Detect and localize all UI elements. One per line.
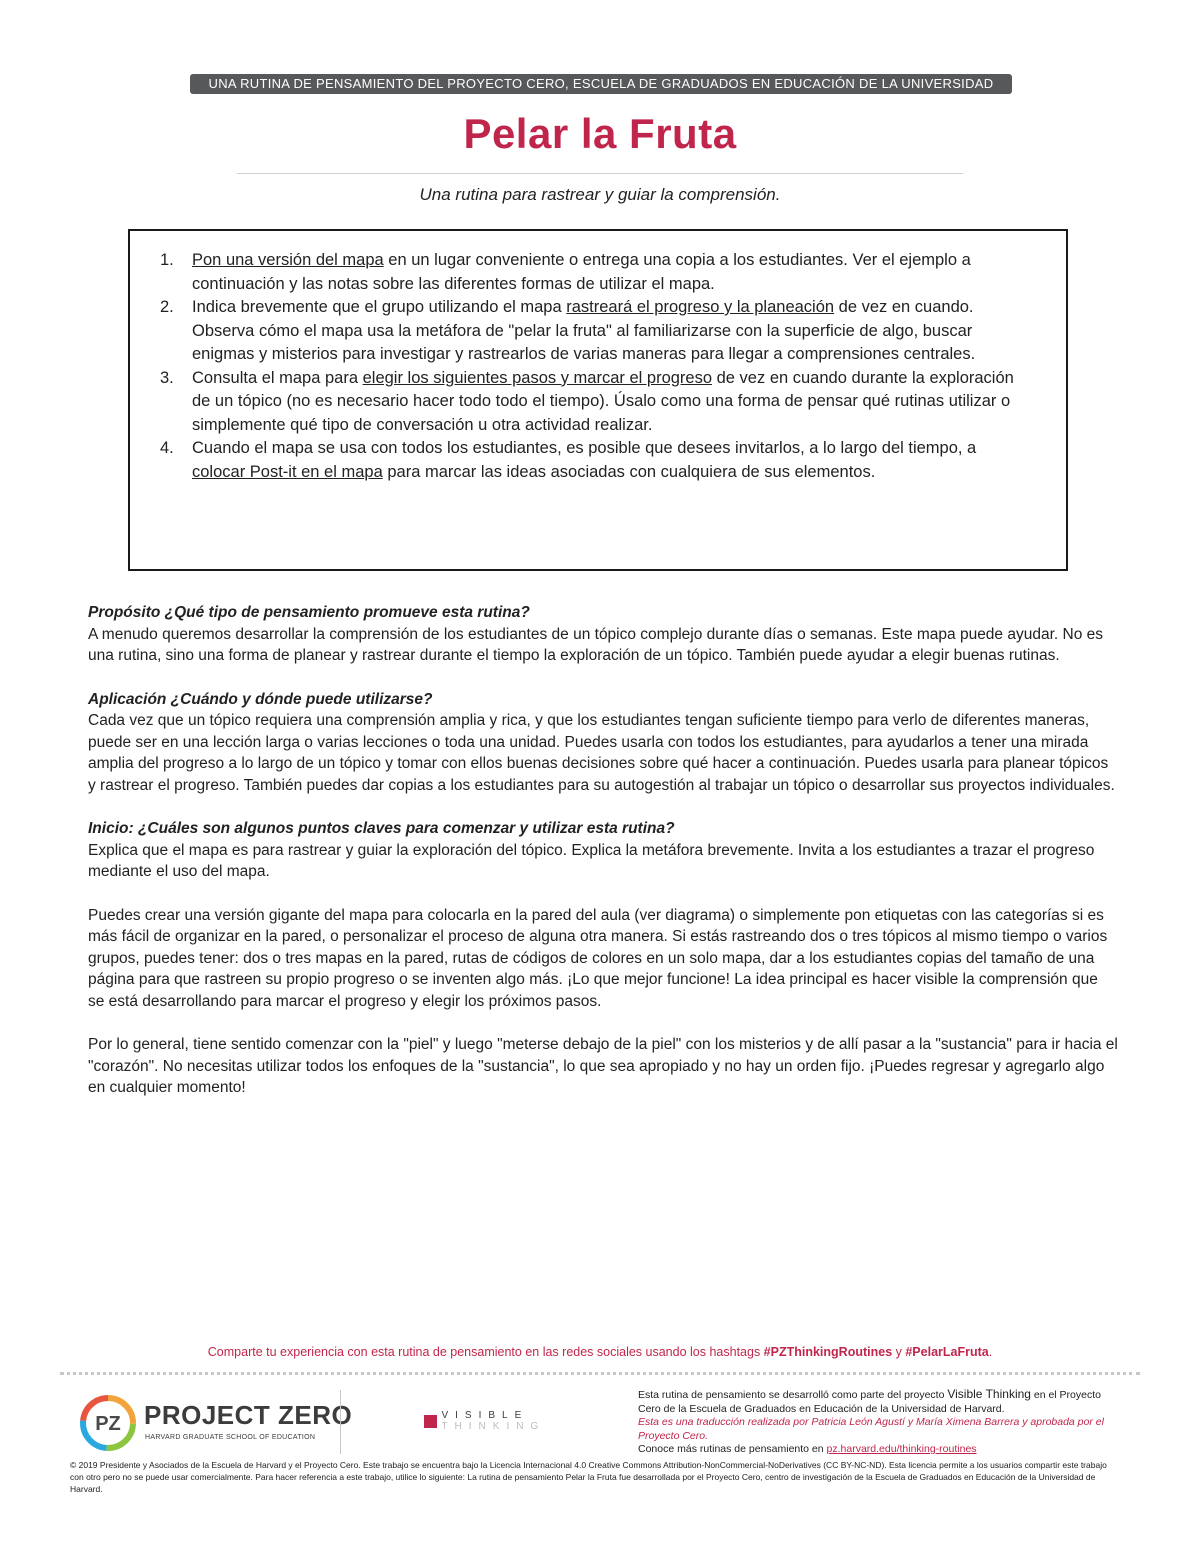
application-text: Cada vez que un tópico requiera una comprensión amplia y rica, y que los estudiantes tengan suficiente tiempo para verlo de diferentes maneras, puede ser en una lección larga o varias lecciones o toda una unidad. Puedes usarla con todos los estudiantes, para ayudarlos a tener una mirada amplia del progreso a lo largo de un tópico y tomar con ellos buenas decisiones sobre qué hacer a continuación. Puedes usarla para planear tópicos y rastrear el progreso. También puedes dar copias a los estudiantes para su autogestión al trabajar un tópico o desarrollar sus proyectos individuales.	[88, 712, 1115, 794]
vt-line-1: VISIBLE	[441, 1410, 529, 1421]
step-number: 3.	[160, 368, 174, 387]
step-text: para marcar las ideas asociadas con cualquiera de sus elementos.	[382, 462, 876, 481]
project-zero-logo-icon	[78, 1393, 138, 1453]
share-text: y	[892, 1345, 906, 1359]
step-key-phrase: colocar Post-it en el mapa	[192, 462, 383, 481]
step-item	[150, 249, 1030, 296]
step-item	[150, 296, 1030, 367]
step-text: en un lugar conveniente o entrega una copia a los estudiantes. Ver el ejemplo a continuación y las notas sobre las diferentes formas de utilizar el mapa.	[192, 251, 971, 293]
step-item	[150, 367, 1030, 438]
project-zero-name: PROJECT ZERO	[144, 1400, 353, 1430]
page-subtitle: Una rutina para rastrear y guiar la comprensión.	[419, 185, 781, 204]
share-line	[0, 1345, 1200, 1359]
credits-block	[638, 1388, 1118, 1457]
share-text: .	[988, 1345, 993, 1359]
step-number: 2.	[160, 298, 174, 316]
step-item	[150, 437, 1030, 484]
step-text: de vez en cuando durante la exploración de un tópico (no es necesario hacer todo todo el tiempo). Úsalo como una forma de pensar qué rutinas utilizar o simplemente qué tipo de conversación u otra actividad realizar.	[192, 368, 1014, 434]
body-content	[88, 602, 1118, 1099]
credit-text: en el Proyecto Cero de la Escuela de Graduados en Educación de la Universidad de Harvard.	[638, 1389, 1101, 1415]
step-key-phrase: rastreará el progreso y la planeación	[566, 298, 835, 316]
step-number: 1.	[160, 251, 174, 269]
step-text: Indica brevemente que el grupo utilizando el mapa	[192, 298, 567, 316]
purpose-heading: Propósito ¿Qué tipo de pensamiento promueve esta rutina?	[88, 604, 530, 621]
paragraph-2: Puedes crear una versión gigante del mapa para colocarla en la pared del aula (ver diagrama) o simplemente pon etiquetas con las categorías si es más fácil de organizar en la pared, o personalizar el proceso de alguna otra manera. Si estás rastreando dos o tres tópicos al mismo tiempo o varios grupos, puedes tener: dos o tres mapas en la pared, rutas de códigos de colores en un solo mapa, dar a los estudiantes copias del tamaño de una página para que rastreen su propio progreso o se inventen algo más. ¡Lo que mejor funcione! La idea principal es hacer visible la comprensión que se está desarrollando para marcar el progreso y elegir los próximos pasos.	[88, 906, 1108, 1010]
credit-project-name: Visible Thinking	[947, 1387, 1031, 1401]
hashtag-link[interactable]: #PelarLaFruta	[905, 1345, 989, 1359]
credit-text: Esta rutina de pensamiento se desarrolló como parte del proyecto	[638, 1389, 948, 1401]
credit-more-text: Conoce más rutinas de pensamiento en	[638, 1443, 827, 1455]
page-title: Pelar la Fruta	[463, 110, 737, 157]
header-banner: UNA RUTINA DE PENSAMIENTO DEL PROYECTO CERO, ESCUELA DE GRADUADOS EN EDUCACIÓN DE LA UNIVERSIDAD HARVARD.	[190, 74, 1012, 94]
visible-thinking-mark-icon	[424, 1415, 437, 1428]
steps-list	[150, 249, 1030, 484]
hashtag-link[interactable]: #PZThinkingRoutines	[763, 1345, 893, 1359]
paragraph-3: Por lo general, tiene sentido comenzar con la "piel" y luego "meterse debajo de la piel" con los misterios y de allí pasar a la "sustancia" para ir hacia el "corazón". No necesitas utilizar todos los enfoques de la "sustancia", lo que sea apropiado y no hay un orden fijo. ¡Puedes regresar y agregarlo algo en cualquier momento!	[88, 1036, 1118, 1096]
title-divider	[237, 173, 963, 174]
legal-notice: © 2019 Presidente y Asociados de la Escuela de Harvard y el Proyecto Cero. Este trabajo se encuentra bajo la Licencia Internacional 4.0 Creative Commons Attribution-NonCommercial-NoDerivatives (CC BY-NC-ND). Esta licencia permite a los usuarios compartir este trabajo con otro pero no se puede usar comercialmente. Para hacer referencia a este trabajo, utilice lo siguiente: La rutina de pensamiento Pelar la Fruta fue desarrollada por el Proyecto Cero, centro de investigación de la Escuela de Graduados en Educación de la Universidad de Harvard.	[70, 1460, 1107, 1494]
footer-divider	[340, 1390, 341, 1454]
pz-logo-text: PZ	[95, 1413, 121, 1435]
purpose-text: A menudo queremos desarrollar la comprensión de los estudiantes de un tópico complejo durante días o semanas. Este mapa puede ayudar. No es una rutina, sino una forma de planear y rastrear durante el tiempo la exploración de un tópico. También puede ayudar a elegir buenas rutinas.	[88, 625, 1104, 664]
step-number: 4.	[160, 439, 174, 457]
step-text: de vez en cuando. Observa cómo el mapa usa la metáfora de "pelar la fruta" al familiarizarse con la superficie de algo, buscar enigmas y misterios para investigar y rastrearlos de varias maneras para llegar a comprensiones centrales.	[192, 298, 976, 363]
steps-box	[128, 229, 1068, 571]
step-text: Cuando el mapa se usa con todos los estudiantes, es posible que desees invitarlos, a lo largo del tiempo, a	[192, 439, 977, 457]
thinking-routines-link[interactable]: pz.harvard.edu/thinking-routines	[826, 1443, 977, 1455]
step-text: Consulta el mapa para	[192, 368, 363, 387]
step-key-phrase: elegir los siguientes pasos y marcar el progreso	[362, 368, 713, 387]
visible-thinking-logo	[424, 1410, 545, 1432]
step-key-phrase: Pon una versión del mapa	[192, 251, 384, 269]
application-heading: Aplicación ¿Cuándo y dónde puede utilizarse?	[88, 690, 433, 708]
vt-line-2: THINKING	[441, 1421, 546, 1432]
dotted-divider	[60, 1372, 1140, 1375]
project-zero-subtitle: HARVARD GRADUATE SCHOOL OF EDUCATION	[145, 1434, 316, 1441]
share-text: Comparte tu experiencia con esta rutina de pensamiento en las redes sociales usando los hashtags	[207, 1345, 764, 1359]
start-text: Explica que el mapa es para rastrear y guiar la exploración del tópico. Explica la metáfora brevemente. Invita a los estudiantes a trazar el progreso mediante el uso del mapa.	[88, 841, 1095, 880]
translation-credit: Esta es una traducción realizada por Patricia León Agustí y María Ximena Barrera y aprobada por el Proyecto Cero.	[638, 1416, 1104, 1442]
start-heading: Inicio: ¿Cuáles son algunos puntos claves para comenzar y utilizar esta rutina?	[88, 820, 675, 837]
visible-thinking-wordmark	[441, 1410, 545, 1432]
